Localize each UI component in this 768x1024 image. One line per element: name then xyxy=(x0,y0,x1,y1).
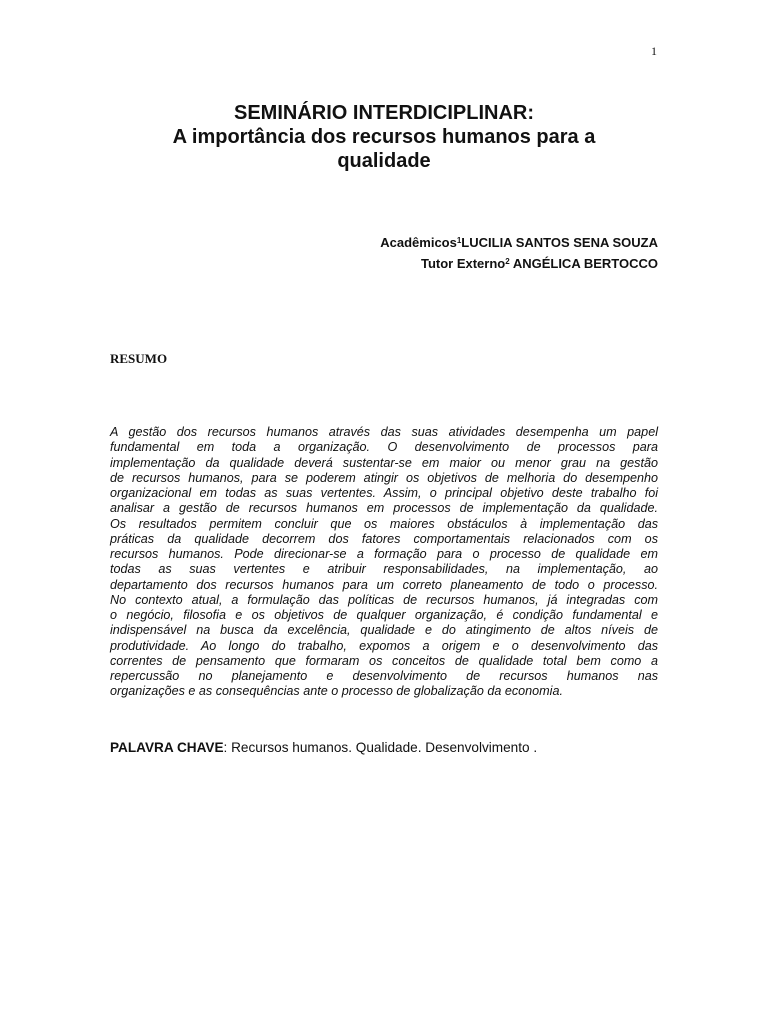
abstract-line: recursos humanos. Pode direcionar-se a formação para o processo de qualidade em xyxy=(110,547,658,561)
academic-footnote-marker: 1 xyxy=(456,236,462,245)
resumo-heading: RESUMO xyxy=(110,351,168,366)
academic-label: Acadêmicos xyxy=(380,235,457,250)
abstract-line: produtividade. Ao longo do trabalho, expomos a origem e o desenvolvimento das xyxy=(110,638,658,653)
abstract-line: Os resultados permitem concluir que os maiores obstáculos à implementação das xyxy=(110,516,658,531)
abstract-line: organizações e as consequências ante o processo de globalização da economia. xyxy=(110,684,563,699)
academic-line xyxy=(380,231,658,252)
abstract-line: repercussão no planejamento e desenvolvimento de recursos humanos nas xyxy=(110,669,658,683)
keywords-label: PALAVRA CHAVE xyxy=(110,740,224,755)
abstract-line: departamento dos recursos humanos para um correto planeamento de todo o processo. xyxy=(110,577,658,592)
tutor-name: ANGÉLICA BERTOCCO xyxy=(509,256,658,271)
abstract-line: de recursos humanos, para se poderem atingir os objetivos de melhoria do desempenho xyxy=(110,470,658,485)
page-number: 1 xyxy=(651,44,657,58)
abstract-line: No contexto atual, a formulação das políticas de recursos humanos, já integradas com xyxy=(110,592,658,607)
academic-name: LUCILIA SANTOS SENA SOUZA xyxy=(461,235,658,250)
abstract-line: o negócio, filosofia e os objetivos de qualquer organização, é condição fundamental e xyxy=(110,608,658,622)
abstract-line: analisar a gestão de recursos humanos em processos de implementação da qualidade. xyxy=(110,501,658,516)
abstract-line: práticas da qualidade decorrem dos fatores comportamentais relacionados com os xyxy=(110,531,658,546)
tutor-label: Tutor Externo xyxy=(420,256,506,271)
title-line-2: A importância dos recursos humanos para a xyxy=(172,126,596,148)
abstract-line: organizacional em todas as suas vertentes. Assim, o principal objetivo deste trabalho foi xyxy=(110,486,658,500)
keywords-text: : Recursos humanos. Qualidade. Desenvolvimento . xyxy=(223,740,538,755)
document-title xyxy=(110,101,658,173)
title-line-3: qualidade xyxy=(337,150,431,172)
author-block xyxy=(380,231,658,273)
title-line-1: SEMINÁRIO INTERDICIPLINAR: xyxy=(234,102,534,124)
abstract-line: A gestão dos recursos humanos através das suas atividades desempenha um papel xyxy=(110,425,658,439)
tutor-line xyxy=(380,252,658,273)
keywords-line xyxy=(110,740,537,755)
abstract-line: indispensável na busca da excelência, qualidade e do atingimento de altos níveis de xyxy=(110,623,658,638)
abstract-line: implementação da qualidade deverá sustentar-se em maior ou menor grau na gestão xyxy=(110,455,658,470)
abstract-line: fundamental em toda a organização. O desenvolvimento de processos para xyxy=(110,440,658,455)
abstract-line: todas as suas vertentes e atribuir responsabilidades, na implementação, ao xyxy=(110,562,658,577)
tutor-footnote-marker: 2 xyxy=(505,257,510,266)
abstract-paragraph xyxy=(110,425,658,700)
abstract-line: correntes de pensamento que formaram os conceitos de qualidade total bem como a xyxy=(110,653,658,668)
